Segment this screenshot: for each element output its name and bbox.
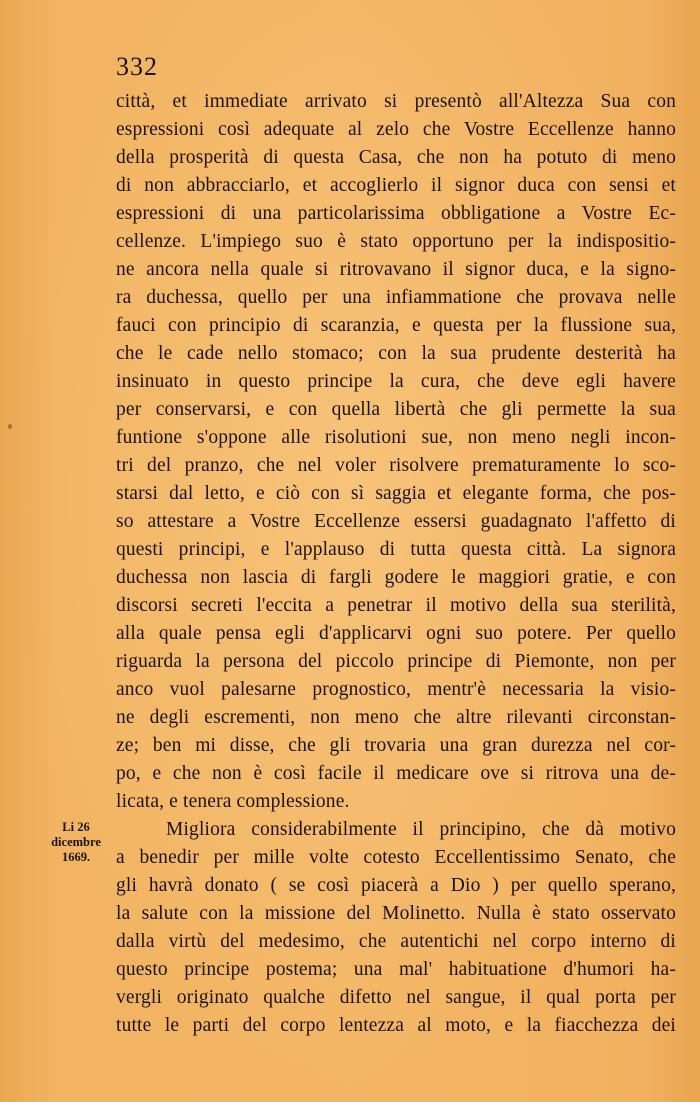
text-line: fauci con principio di scaranzia, e questa per la flussione sua, xyxy=(116,315,676,336)
text-line: espressioni così adequate al zelo che Vostre Eccellenze hanno xyxy=(116,119,676,140)
text-line: che le cade nello stomaco; con la sua prudente desterità ha xyxy=(116,343,676,364)
text-line: licata, e tenera complessione. xyxy=(116,791,350,812)
text-line: Migliora considerabilmente il principino, che dà motivo xyxy=(166,819,676,840)
text-line: ra duchessa, quello per una infiammatione che provava nelle xyxy=(116,287,676,308)
text-line: la salute con la missione del Molinetto. Nulla è stato osservato xyxy=(116,903,676,924)
paper-speck xyxy=(8,424,12,429)
text-line: insinuato in questo principe la cura, che deve egli havere xyxy=(116,371,676,392)
text-line: funtione s'oppone alle risolutioni sue, non meno negli incon- xyxy=(116,427,676,448)
margin-note-year: 1669. xyxy=(61,850,91,864)
text-line: ze; ben mi disse, che gli trovaria una gran durezza nel cor- xyxy=(116,735,676,756)
text-line: tri del pranzo, che nel voler risolvere prematuramente lo sco- xyxy=(116,455,676,476)
text-line: della prosperità di questa Casa, che non ha potuto di meno xyxy=(116,147,676,168)
text-line: questo principe postema; una mal' habituatione d'humori ha- xyxy=(116,959,676,980)
text-line: po, e che non è così facile il medicare ove si ritrova una de- xyxy=(116,763,676,784)
margin-note-month: dicembre xyxy=(51,835,101,849)
margin-note-day: Li 26 xyxy=(62,820,90,834)
text-line: di non abbracciarlo, et accoglierlo il signor duca con sensi et xyxy=(116,175,676,196)
text-line: tutte le parti del corpo lentezza al moto, e la fiacchezza dei xyxy=(116,1015,676,1036)
text-line: duchessa non lascia di fargli godere le maggiori gratie, e con xyxy=(116,567,676,588)
text-line: espressioni di una particolarissima obbligatione a Vostre Ec- xyxy=(116,203,676,224)
text-line: discorsi secreti l'eccita a penetrar il motivo della sua sterilità, xyxy=(116,595,676,616)
text-line: questi principi, e l'applauso di tutta questa città. La signora xyxy=(116,539,676,560)
text-line: alla quale pensa egli d'applicarvi ogni suo potere. Per quello xyxy=(116,623,676,644)
text-line: città, et immediate arrivato si presentò all'Altezza Sua con xyxy=(116,91,676,112)
text-line: per conservarsi, e con quella libertà che gli permette la sua xyxy=(116,399,676,420)
text-line: anco vuol palesarne prognostico, mentr'è necessaria la visio- xyxy=(116,679,676,700)
text-line: vergli originato qualche difetto nel sangue, il qual porta per xyxy=(116,987,676,1008)
text-line: riguarda la persona del piccolo principe di Piemonte, non per xyxy=(116,651,676,672)
text-line: cellenze. L'impiego suo è stato opportuno per la indispositio- xyxy=(116,231,676,252)
margin-date-note xyxy=(36,820,116,865)
text-line: dalla virtù del medesimo, che autentichi nel corpo interno di xyxy=(116,931,676,952)
text-line: so attestare a Vostre Eccellenze essersi guadagnato l'affetto di xyxy=(116,511,676,532)
text-line: starsi dal letto, e ciò con sì saggia et elegante forma, che pos- xyxy=(116,483,676,504)
text-line: ne ancora nella quale si ritrovavano il signor duca, e la signo- xyxy=(116,259,676,280)
text-line: gli havrà donato ( se così piacerà a Dio ) per quello sperano, xyxy=(116,875,676,896)
text-line: a benedir per mille volte cotesto Eccellentissimo Senato, che xyxy=(116,847,676,868)
page-number: 332 xyxy=(116,52,158,81)
text-line: ne degli escrementi, non meno che altre rilevanti circonstan- xyxy=(116,707,676,728)
